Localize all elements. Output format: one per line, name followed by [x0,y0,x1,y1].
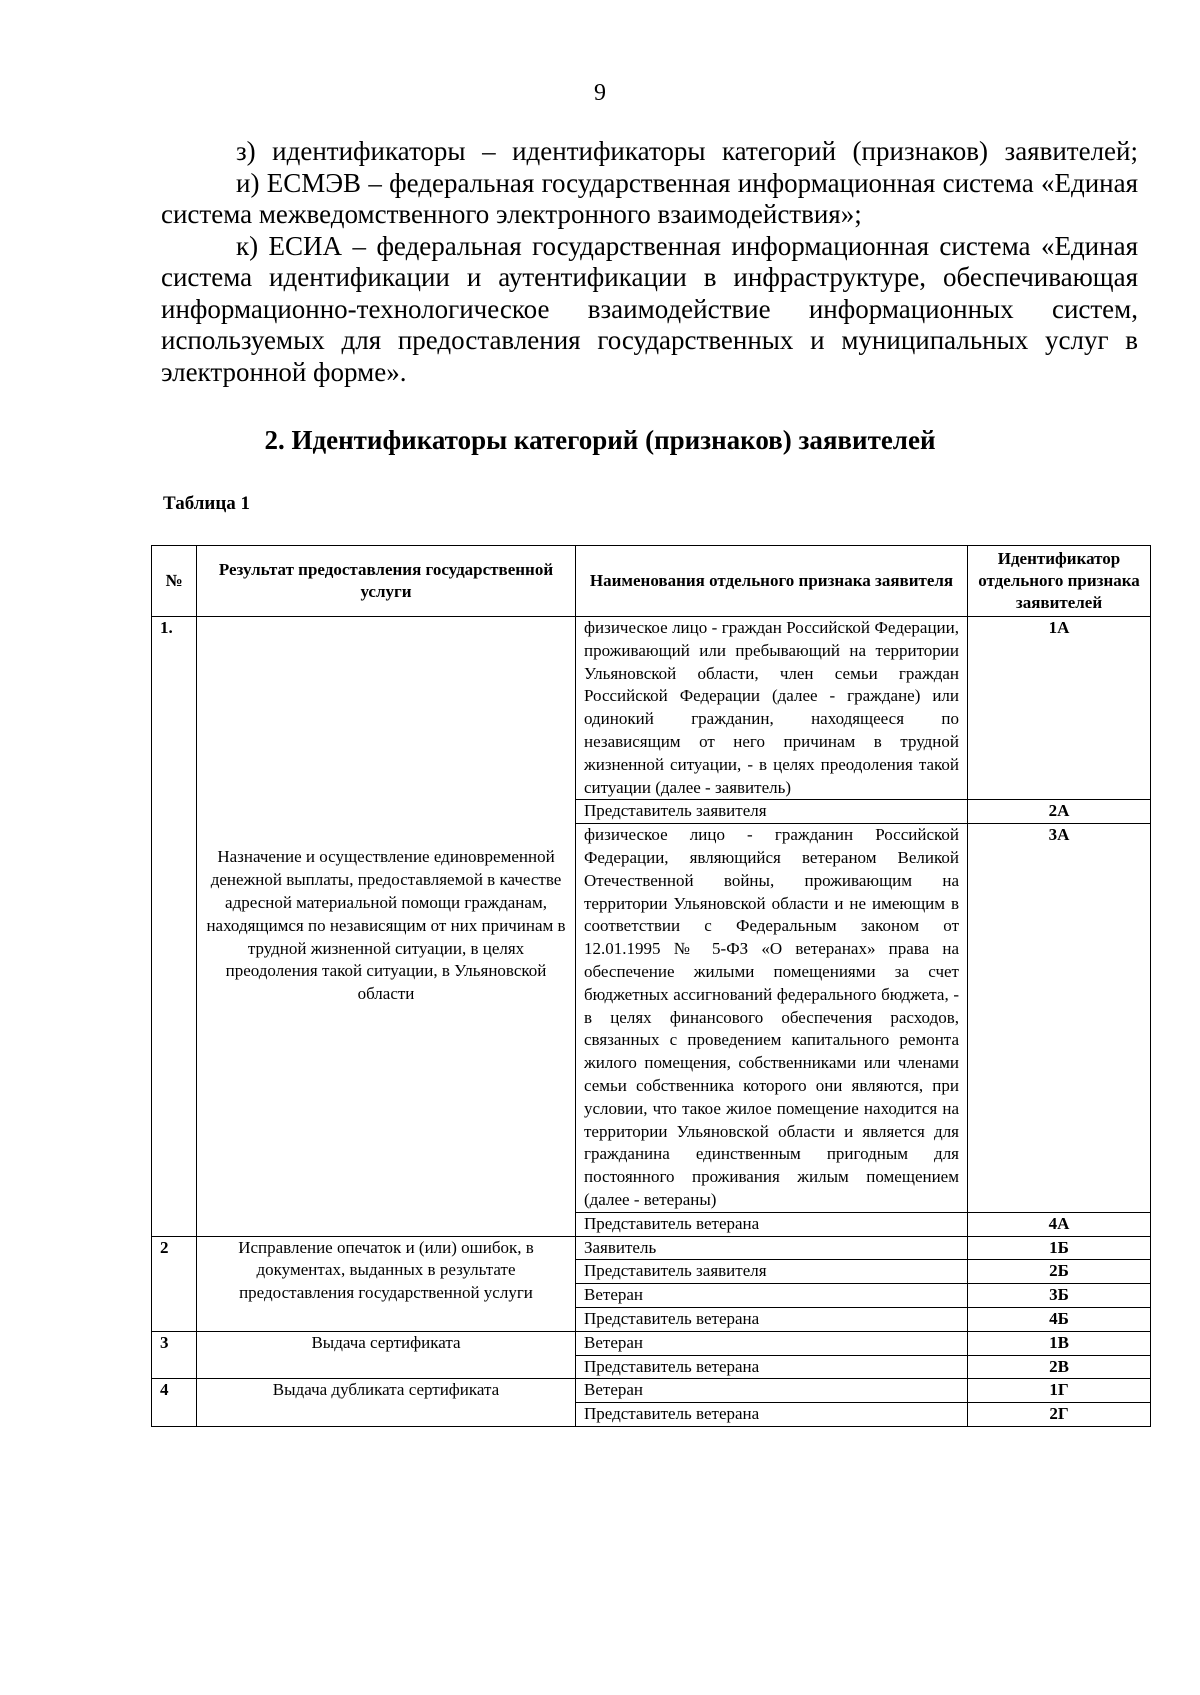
sign-cell: Ветеран [576,1379,968,1403]
sign-cell: Заявитель [576,1236,968,1260]
section-heading: 2. Идентификаторы категорий (признаков) заявителей [264,425,936,455]
definition-i: и) ЕСМЭВ – федеральная государственная информационная система «Единая система межведомственного электронного взаимодействия»; [161,167,1138,229]
identifier-cell: 3А [968,824,1151,1213]
sign-cell: Представитель ветерана [576,1403,968,1427]
group-number: 1. [152,617,197,1237]
sign-cell: Представитель ветерана [576,1307,968,1331]
table-header-row [152,546,1151,617]
page-number: 9 [594,80,606,106]
sign-cell: Ветеран [576,1284,968,1308]
group-result: Исправление опечаток и (или) ошибок, в документах, выданных в результате предоставления государственной услуги [197,1236,576,1331]
identifier-cell: 3Б [968,1284,1151,1308]
table-label: Таблица 1 [163,493,251,514]
header-number: № [152,546,197,617]
header-sign: Наименования отдельного признака заявителя [576,546,968,617]
identifier-cell: 2Б [968,1260,1151,1284]
identifiers-table [151,545,1151,1427]
identifier-cell: 2Г [968,1403,1151,1427]
table-row [152,1379,1151,1403]
identifier-cell: 4Б [968,1307,1151,1331]
sign-cell: Представитель заявителя [576,800,968,824]
identifier-cell: 2В [968,1355,1151,1379]
definition-z: з) идентификаторы – идентификаторы категорий (признаков) заявителей; [236,136,1138,166]
identifier-cell: 1А [968,617,1151,800]
sign-cell: Ветеран [576,1331,968,1355]
table-row [152,1236,1151,1260]
sign-cell: Представитель ветерана [576,1212,968,1236]
group-result: Выдача сертификата [197,1331,576,1379]
sign-cell: физическое лицо - граждан Российской Федерации, проживающий или пребывающий на территории Ульяновской области, член семьи граждан Российской Федерации (далее - граждане) или одинокий гражданин, находящееся по независящим от него причинам в трудной жизненной ситуации, - в целях преодоления такой ситуации (далее - заявитель) [576,617,968,800]
sign-cell: Представитель ветерана [576,1355,968,1379]
table-row [152,1331,1151,1355]
identifier-cell: 1В [968,1331,1151,1355]
group-result: Выдача дубликата сертификата [197,1379,576,1427]
group-number: 2 [152,1236,197,1331]
group-result: Назначение и осуществление единовременной денежной выплаты, предоставляемой в качестве адресной материальной помощи гражданам, находящимся по независящим от них причинам в трудной жизненной ситуации, в целях преодоления такой ситуации, в Ульяновской области [197,617,576,1237]
header-identifier: Идентификатор отдельного признака заявителей [968,546,1151,617]
intro-definitions [161,136,1138,388]
identifier-cell: 2А [968,800,1151,824]
sign-cell: Представитель заявителя [576,1260,968,1284]
identifier-cell: 1Б [968,1236,1151,1260]
identifier-cell: 1Г [968,1379,1151,1403]
sign-cell: физическое лицо - гражданин Российской Федерации, являющийся ветераном Великой Отечественной войны, проживающим на территории Ульяновской области и не имеющим в соответствии с Федеральным законом от 12.01.1995 № 5-ФЗ «О ветеранах» права на обеспечение жилыми помещениями за счет бюджетных ассигнований федерального бюджета, - в целях финансового обеспечения расходов, связанных с проведением капитального ремонта жилого помещения, собственниками или членами семьи собственника которого они являются, при условии, что такое жилое помещение находится на территории Ульяновской области и является для гражданина единственным пригодным для постоянного проживания жилым помещением (далее - ветераны) [576,824,968,1213]
table-row [152,617,1151,800]
definition-k: к) ЕСИА – федеральная государственная информационная система «Единая система идентификации и аутентификации в инфраструктуре, обеспечивающая информационно-технологическое взаимодействие информационных систем, используемых для предоставления государственных и муниципальных услуг в электронной форме». [161,230,1138,387]
group-number: 3 [152,1331,197,1379]
header-result: Результат предоставления государственной услуги [197,546,576,617]
identifier-cell: 4А [968,1212,1151,1236]
group-number: 4 [152,1379,197,1427]
